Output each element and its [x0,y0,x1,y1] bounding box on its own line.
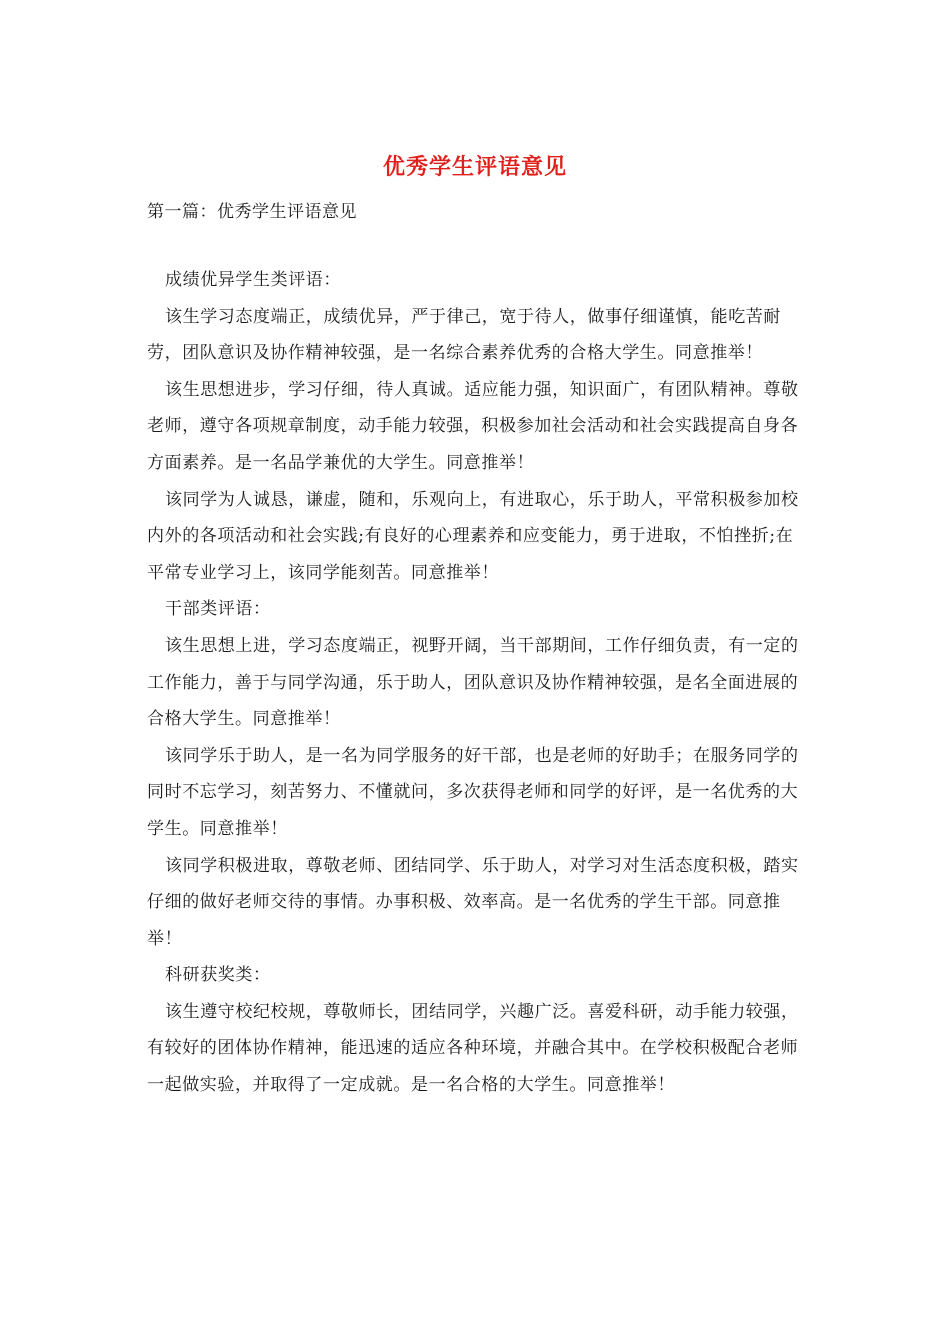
document-body [147,262,807,1104]
comment-paragraph: 该生遵守校纪校规，尊敬师长，团结同学，兴趣广泛。喜爱科研，动手能力较强，有较好的团体协作精神，能迅速的适应各种环境，并融合其中。在学校积极配合老师一起做实验，并取得了一定成就。是一名合格的大学生。同意推举！ [147,1001,799,1096]
section-heading-cadre: 干部类评语： [165,599,271,620]
comment-paragraph: 该同学乐于助人，是一名为同学服务的好干部，也是老师的好助手；在服务同学的同时不忘学习，刻苦努力、不懂就问，多次获得老师和同学的好评，是一名优秀的大学生。同意推举！ [147,745,799,839]
document-title: 优秀学生评语意见 [382,154,567,180]
comment-paragraph: 该同学为人诚恳，谦虚，随和，乐观向上，有进取心，乐于助人，平常积极参加校内外的各项活动和社会实践;有良好的心理素养和应变能力，勇于进取，不怕挫折;在平常专业学习上，该同学能刻苦。同意推举！ [147,489,799,583]
comment-paragraph: 该同学积极进取，尊敬老师、团结同学、乐于助人，对学习对生活态度积极，踏实仔细的做好老师交待的事情。办事积极、效率高。是一名优秀的学生干部。同意推举！ [147,855,799,949]
section-heading-research: 科研获奖类： [165,965,271,986]
section-heading-academic: 成绩优异学生类评语： [165,270,341,290]
comment-paragraph: 该生思想进步，学习仔细，待人真诚。适应能力强，知识面广，有团队精神。尊敬老师，遵守各项规章制度，动手能力较强，积极参加社会活动和社会实践提高自身各方面素养。是一名品学兼优的大学生。同意推举！ [147,379,799,473]
comment-paragraph: 该生思想上进，学习态度端正，视野开阔，当干部期间，工作仔细负责，有一定的工作能力，善于与同学沟通，乐于助人，团队意识及协作精神较强，是名全面进展的合格大学生。同意推举！ [147,635,799,730]
comment-paragraph: 该生学习态度端正，成绩优异，严于律己，宽于待人，做事仔细谨慎，能吃苦耐劳，团队意识及协作精神较强，是一名综合素养优秀的合格大学生。同意推举！ [147,306,781,364]
document-subtitle: 第一篇：优秀学生评语意见 [147,202,357,222]
